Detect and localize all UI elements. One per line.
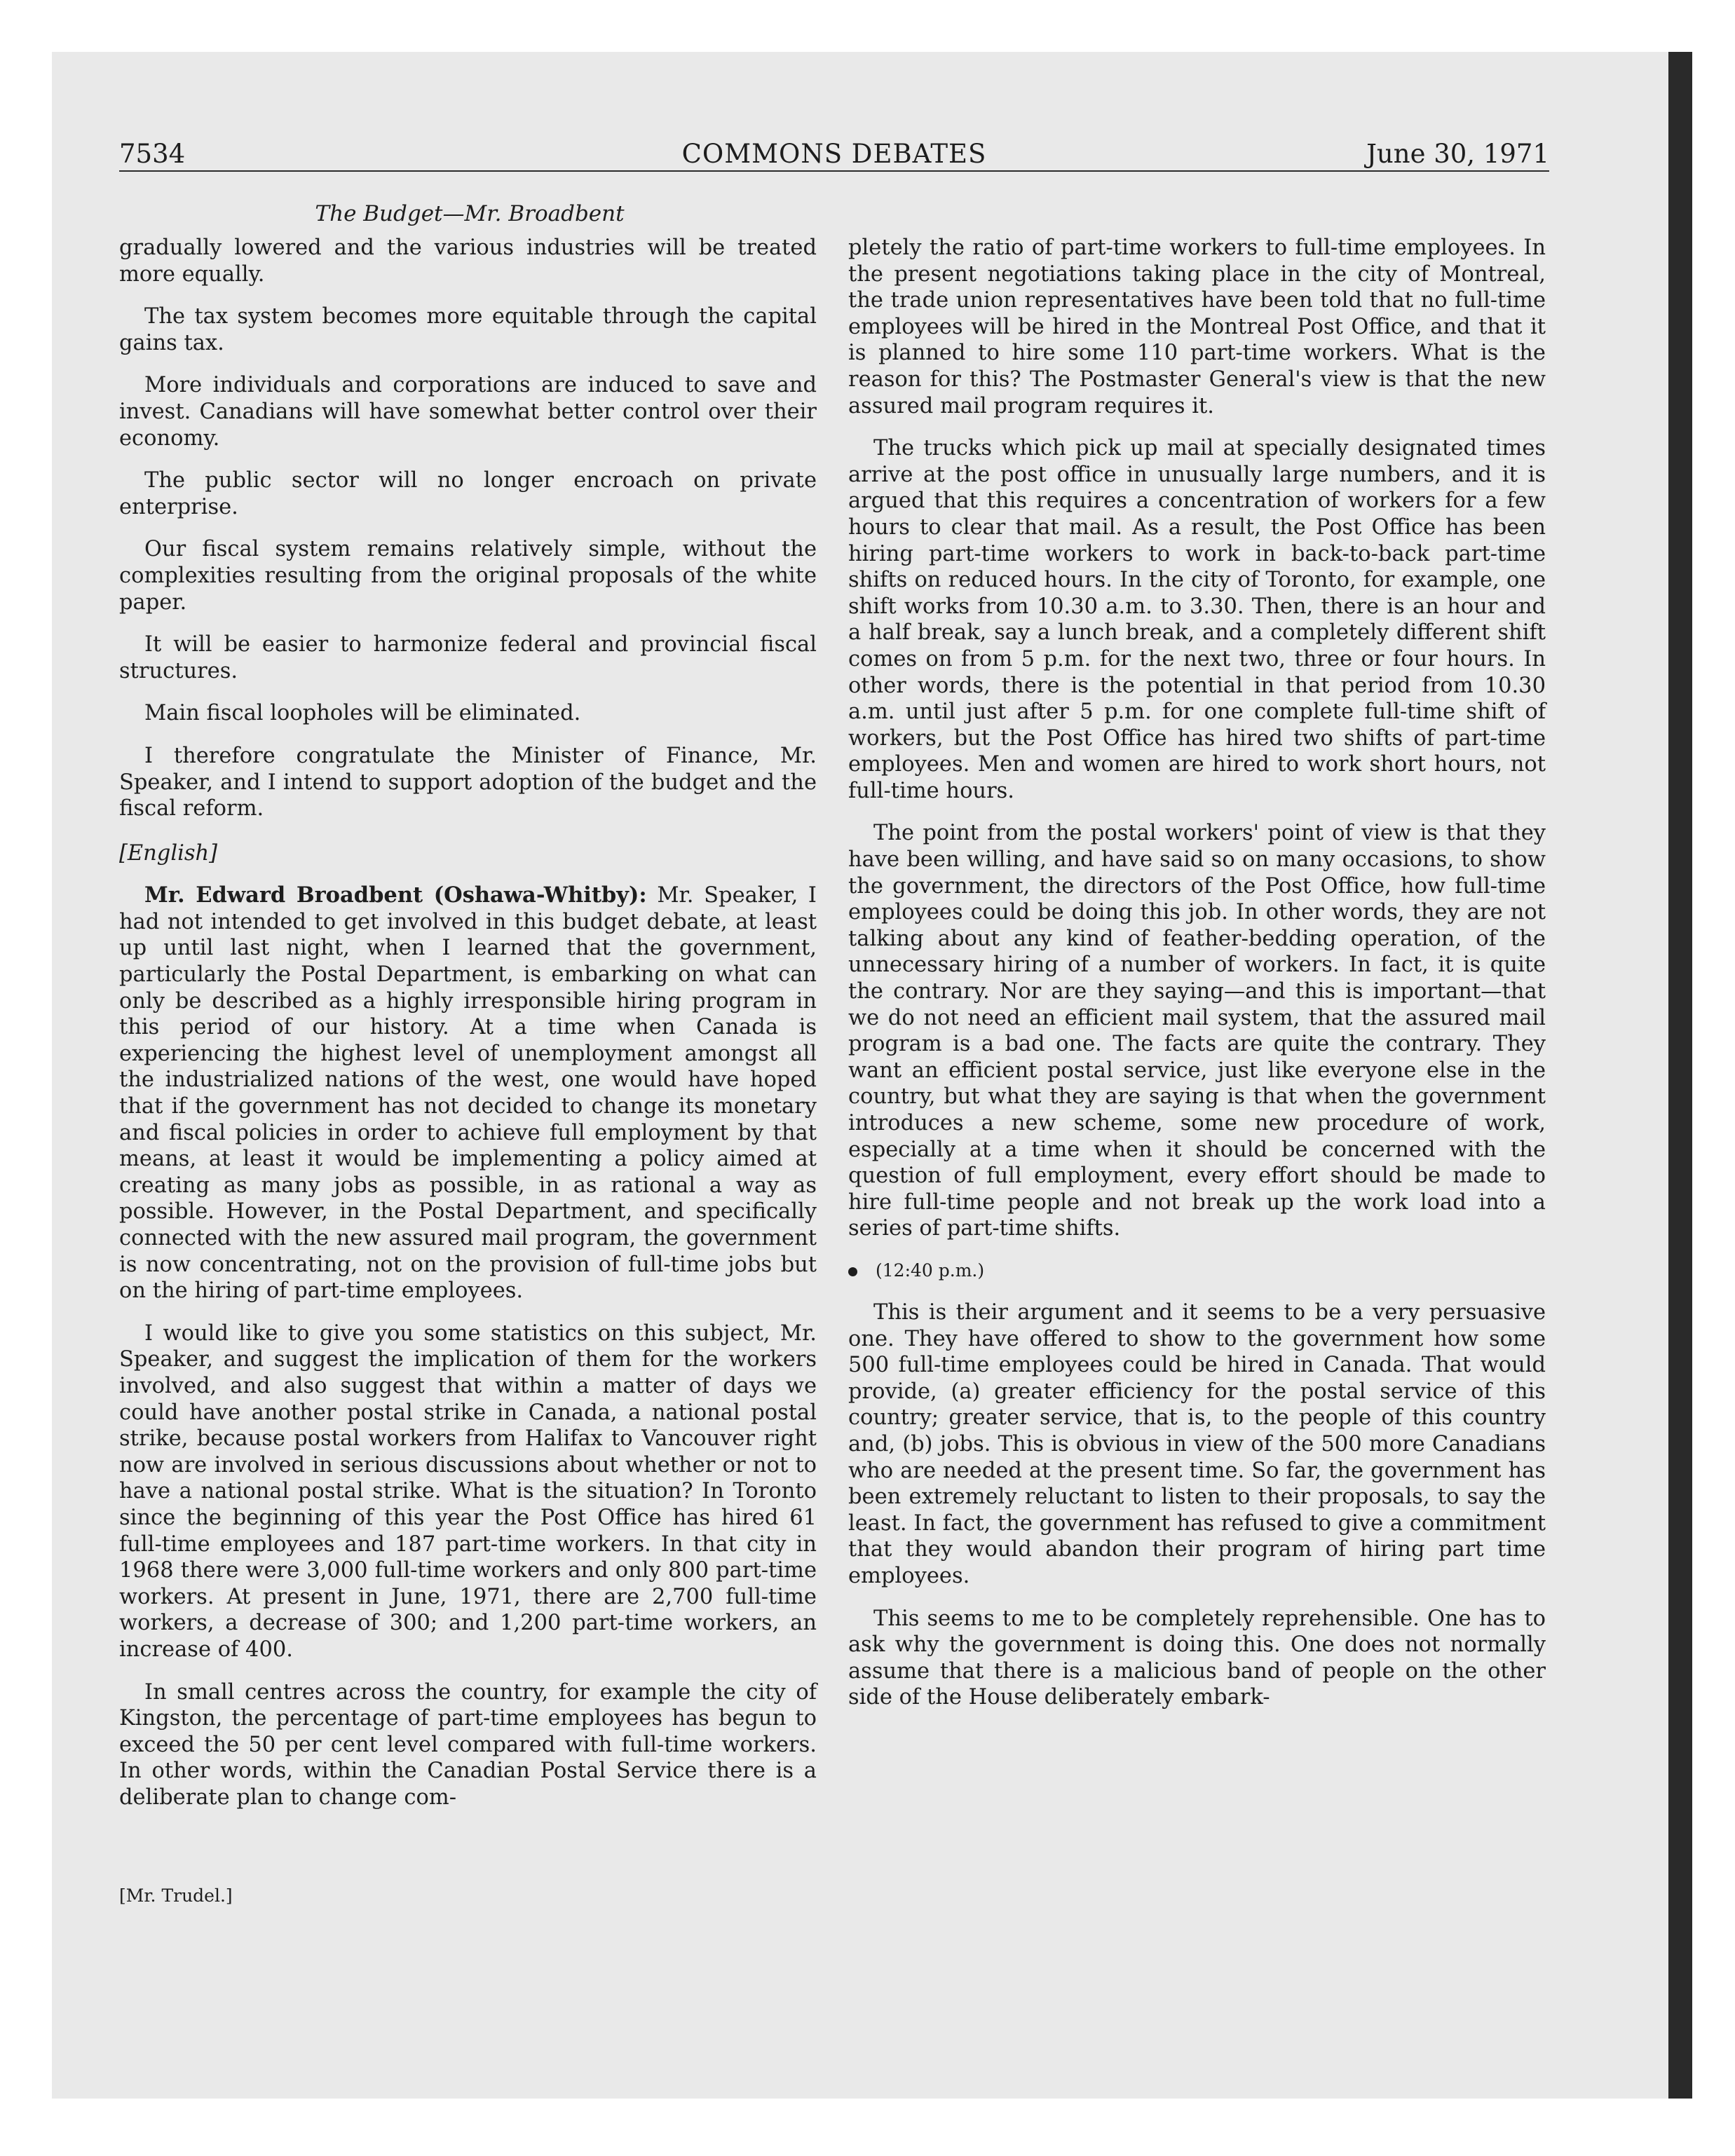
paragraph: In small centres across the country, for example the city of Kingston, the percentage of part-time employees has begun to exceed the 50 per cent level compared with full-time workers. In other words, within the Canadian Postal Service there is a deliberate plan to change com- bbox=[119, 1679, 817, 1810]
publication-date: June 30, 1971 bbox=[1366, 139, 1549, 169]
language-marker: [English] bbox=[119, 840, 218, 866]
page-header bbox=[119, 137, 1549, 171]
right-column bbox=[848, 235, 1546, 1727]
paragraph: The public sector will no longer encroach on private enterprise. bbox=[119, 468, 817, 519]
footer-note: [Mr. Trudel.] bbox=[119, 1885, 233, 1906]
paragraph: gradually lowered and the various industries will be treated more equally. bbox=[119, 236, 817, 287]
speech-text: Mr. Speaker, I had not intended to get involved in this budget debate, at least up until last night, when I learned that the government, particularly the Postal Department, is embarking on what can only be described as a highly irresponsible hiring program in this period of our history. At a time when Canada is experiencing the highest level of unemployment amongst all the industrialized nations of the west, one would have hoped that if the government has not decided to change its monetary and fiscal policies in order to achieve full employment by that means, at least it would be implementing a policy aimed at creating as many jobs as possible, in as rational a way as possible. However, in the Postal Department, and specifically connected with the new assured mail program, the government is now concentrating, not on the provision of full-time jobs but on the hiring of part-time employees. bbox=[119, 883, 817, 1304]
paragraph: This is their argument and it seems to be a very persuasive one. They have offered to show to the government how some 500 full-time employees could be hired in Canada. That would provide, (a) greater efficiency for the postal service of this country; greater service, that is, to the people of this country and, (b) jobs. This is obvious in view of the 500 more Canadians who are needed at the present time. So far, the government has been extremely reluctant to listen to their proposals, to say the least. In fact, the government has refused to give a commitment that they would abandon their program of hiring part time employees. bbox=[848, 1299, 1546, 1588]
header-rule bbox=[119, 170, 1549, 172]
paragraph: More individuals and corporations are induced to save and invest. Canadians will have somewhat better control over their economy. bbox=[119, 373, 817, 451]
publication-title: COMMONS DEBATES bbox=[681, 139, 987, 169]
timestamp bbox=[848, 1258, 1546, 1283]
speaker-name: Mr. Edward Broadbent (Oshawa-Whitby): bbox=[144, 882, 647, 908]
paragraph: Our fiscal system remains relatively simple, without the complexities resulting from the original proposals of the white paper. bbox=[119, 537, 817, 615]
scan-edge-shadow bbox=[1668, 52, 1692, 2099]
paragraph: The tax system becomes more equitable through the capital gains tax. bbox=[119, 304, 817, 355]
left-column bbox=[119, 235, 817, 1827]
paragraph: I therefore congratulate the Minister of Finance, Mr. Speaker, and I intend to support adoption of the budget and the fiscal reform. bbox=[119, 743, 817, 821]
paragraph: It will be easier to harmonize federal and provincial fiscal structures. bbox=[119, 632, 817, 683]
paragraph: I would like to give you some statistics on this subject, Mr. Speaker, and suggest the implication of them for the workers involved, and also suggest that within a matter of days we could have another postal strike in Canada, a national postal strike, because postal workers from Halifax to Vancouver right now are involved in serious discussions about whether or not to have a national postal strike. What is the situation? In Toronto since the beginning of this year the Post Office has hired 61 full-time employees and 187 part-time workers. In that city in 1968 there were 3,000 full-time workers and only 800 part-time workers. At present in June, 1971, there are 2,700 full-time workers, a decrease of 300; and 1,200 part-time workers, an increase of 400. bbox=[119, 1321, 817, 1662]
speech-paragraph bbox=[119, 882, 817, 1304]
paragraph: pletely the ratio of part-time workers to full-time employees. In the present negotiations taking place in the city of Montreal, the trade union representatives have been told that no full-time employees will be hired in the Montreal Post Office, and that it is planned to hire some 110 part-time workers. What is the reason for this? The Postmaster General's view is that the new assured mail program requires it. bbox=[848, 236, 1546, 418]
running-head: The Budget—Mr. Broadbent bbox=[315, 201, 625, 226]
paragraph: The trucks which pick up mail at specially designated times arrive at the post office in unusually large numbers, and it is argued that this requires a concentration of workers for a few hours to clear that mail. As a result, the Post Office has been hiring part-time workers to work in back-to-back part-time shifts on reduced hours. In the city of Toronto, for example, one shift works from 10.30 a.m. to 3.30. Then, there is an hour and a half break, say a lunch break, and a completely different shift comes on from 5 p.m. for the next two, three or four hours. In other words, there is the potential in that period from 10.30 a.m. until just after 5 p.m. for one complete full-time shift of workers, but the Post Office has hired two shifts of part-time employees. Men and women are hired to work short hours, not full-time hours. bbox=[848, 436, 1546, 803]
paragraph: The point from the postal workers' point of view is that they have been willing, and have said so on many occasions, to show the government, the directors of the Post Office, how full-time employees could be doing this job. In other words, they are not talking about any kind of feather-bedding operation, of the unnecessary hiring of a number of workers. In fact, it is quite the contrary. Nor are they saying—and this is important—that we do not need an efficient mail system, that the assured mail program is a bad one. The facts are quite the contrary. They want an efficient postal service, just like everyone else in the country, but what they are saying is that when the government introduces a new scheme, some new procedure of work, especially at a time when it should be concerned with the question of full employment, every effort should be made to hire full-time people and not break up the work load into a series of part-time shifts. bbox=[848, 821, 1546, 1241]
paragraph: This seems to me to be completely reprehensible. One has to ask why the government is doing this. One does not normally assume that there is a malicious band of people on the other side of the House deliberately embark- bbox=[848, 1606, 1546, 1710]
timestamp-text: (12:40 p.m.) bbox=[876, 1260, 985, 1281]
paragraph: Main fiscal loopholes will be eliminated. bbox=[144, 701, 581, 726]
bullet-icon bbox=[848, 1267, 857, 1276]
page-number: 7534 bbox=[119, 139, 186, 169]
